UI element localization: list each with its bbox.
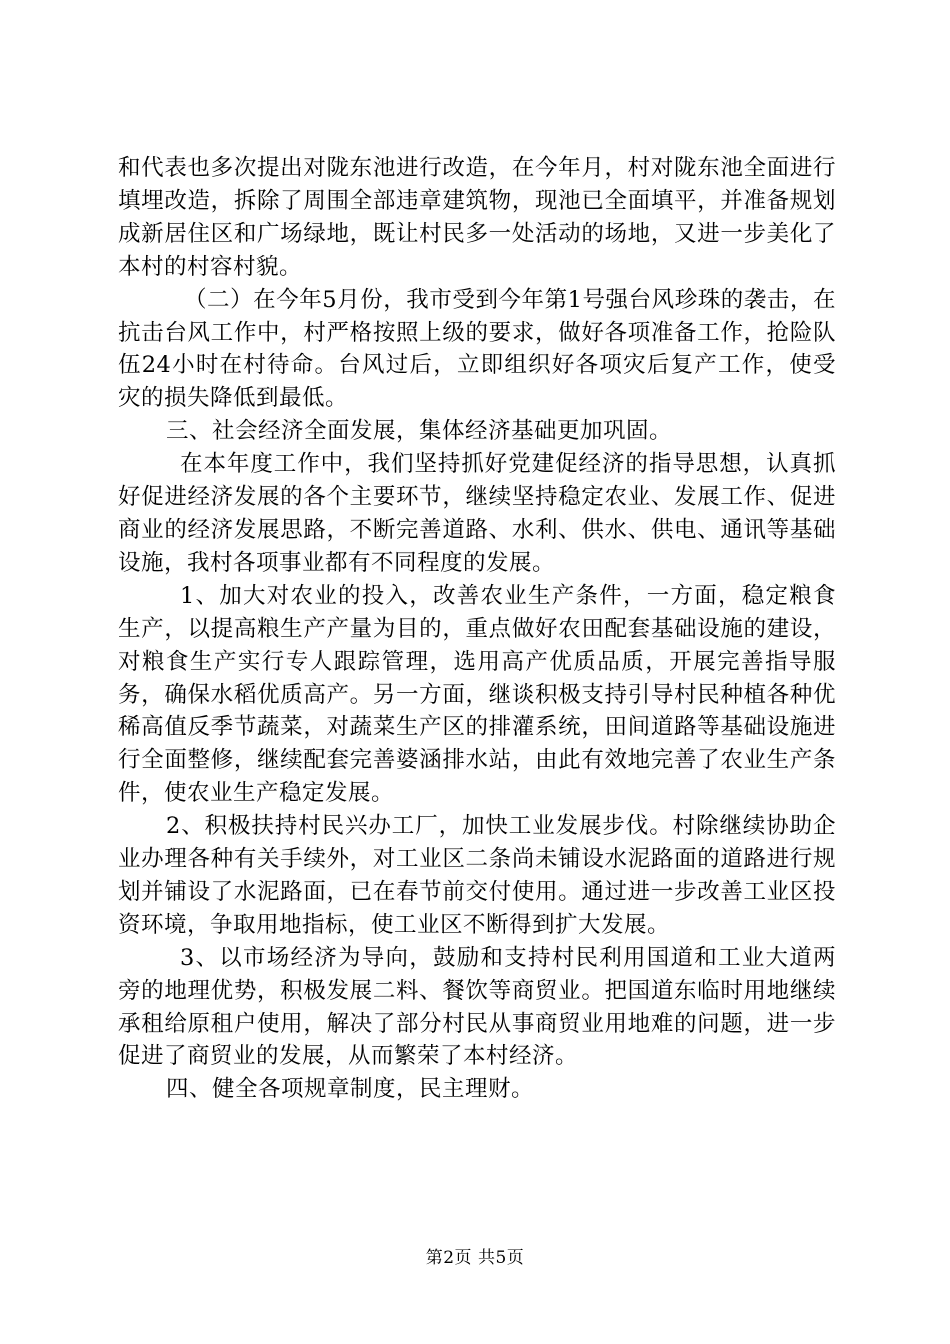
page-number-footer: 第2页 共5页 [425,1248,525,1268]
paragraph-industry: 2、积极扶持村民兴办工厂，加快工业发展步伐。村除继续协助企业办理各种有关手续外，对工业区二条尚未铺设水泥路面的道路进行规划并铺设了水泥路面，已在春节前交付使用。通过进一步改善工业区投资环境，争取用地指标，使工业区不断得到扩大发展。 [118,813,836,938]
paragraph-continuation: 和代表也多次提出对陇东池进行改造，在今年月，村对陇东池全面进行填埋改造，拆除了周围全部违章建筑物，现池已全面填平，并准备规划成新居住区和广场绿地，既让村民多一处活动的场地，又进一步美化了本村的村容村貌。 [118,155,836,280]
paragraph-commerce: 3、以市场经济为导向，鼓励和支持村民利用国道和工业大道两旁的地理优势，积极发展二料、餐饮等商贸业。把国道东临时用地继续承租给原租户使用，解决了部分村民从事商贸业用地难的问题，进一步促进了商贸业的发展，从而繁荣了本村经济。 [118,944,836,1070]
paragraph-economy-overview: 在本年度工作中，我们坚持抓好党建促经济的指导思想，认真抓好促进经济发展的各个主要环节，继续坚持稳定农业、发展工作、促进商业的经济发展思路，不断完善道路、水利、供水、供电、通讯等基础设施，我村各项事业都有不同程度的发展。 [118,451,836,576]
document-body [118,152,836,1106]
section-heading-economy: 三、社会经济全面发展，集体经济基础更加巩固。 [166,418,673,445]
section-heading-regulations: 四、健全各项规章制度，民主理财。 [166,1076,535,1103]
paragraph-agriculture: 1、加大对农业的投入，改善农业生产条件，一方面，稳定粮食生产，以提高粮生产产量为目的，重点做好农田配套基础设施的建设，对粮食生产实行专人跟踪管理，选用高产优质品质，开展完善指导服务，确保水稻优质高产。另一方面，继谈积极支持引导村民种植各种优稀高值反季节蔬菜，对蔬菜生产区的排灌系统，田间道路等基础设施进行全面整修，继续配套完善婆涵排水站，由此有效地完善了农业生产条件，使农业生产稳定发展。 [118,582,836,807]
paragraph-typhoon: （二）在今年5月份，我市受到今年第1号强台风珍珠的袭击，在抗击台风工作中，村严格按照上级的要求，做好各项准备工作，抢险队伍24小时在村待命。台风过后，立即组织好各项灾后复产工作，使受灾的损失降低到最低。 [118,286,836,412]
